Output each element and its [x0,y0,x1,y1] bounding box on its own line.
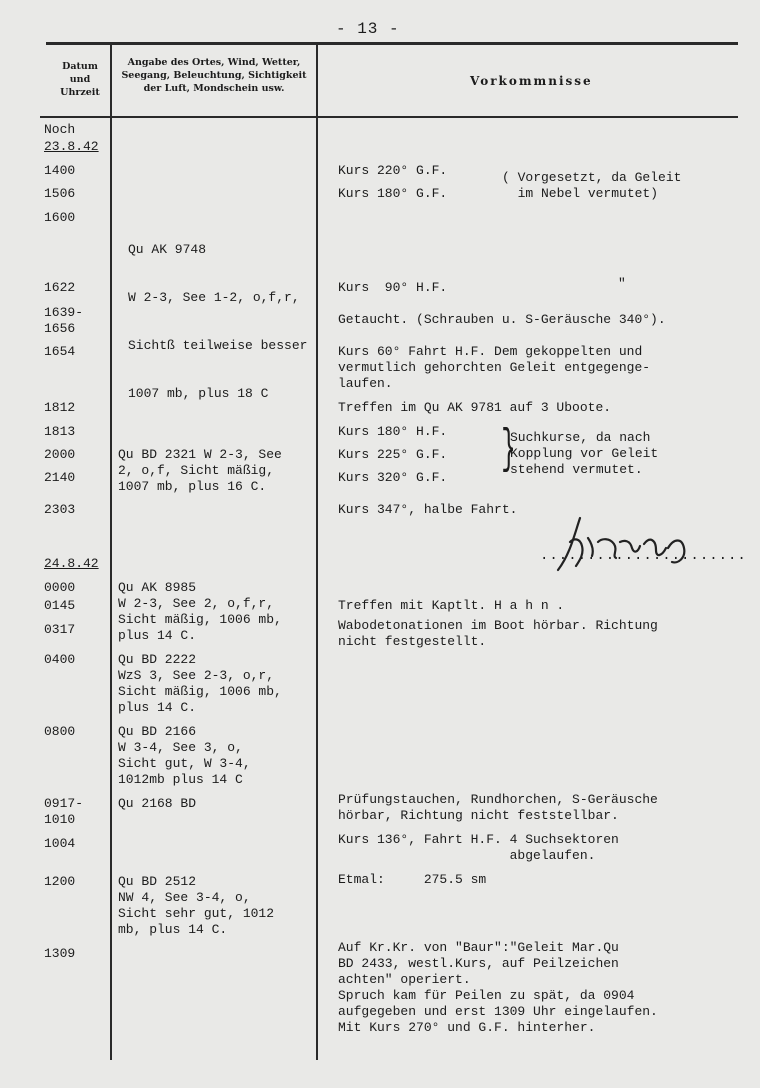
time-cell: 2000 [44,447,76,462]
curly-brace: } [501,423,516,477]
time-cell: 1506 [44,186,76,201]
place-cell: Qu BD 2222 WzS 3, See 2-3, o,r, Sicht mäßig, 1006 mb, plus 14 C. [118,652,282,715]
place-line: Sichtß teilweise besser [128,338,308,353]
header-date-line: und [69,74,91,85]
header-events-column: Vorkommnisse [470,74,593,88]
time-cell: 1200 [44,874,76,889]
place-cell [128,210,307,434]
signature-dotted-line: ...................... [540,548,747,564]
time-cell: 2303 [44,502,76,517]
event-cell: Kurs 136°, Fahrt H.F. 4 Suchsektoren abgelaufen. [338,832,619,863]
event-note: Suchkurse, da nach Kopplung vor Geleit stehend vermutet. [510,430,659,477]
place-cell: Qu BD 2321 W 2-3, See 2, o,f, Sicht mäßig, 1007 mb, plus 16 C. [118,447,282,494]
column-rule-1 [110,44,112,1060]
time-cell: 1654 [44,344,76,359]
place-cell: Qu 2168 BD [118,796,197,811]
header-place-line: Angabe des Ortes, Wind, Wetter, [127,57,301,68]
date-noch: Noch [44,122,76,137]
time-cell: 1309 [44,946,76,961]
place-cell: Qu BD 2166 W 3-4, See 3, o, Sicht gut, W 3-4, 1012mb plus 14 C [118,724,251,787]
time-cell: 0800 [44,724,76,739]
event-cell: Kurs 180° G.F. [338,186,448,201]
event-cell: Wabodetonationen im Boot hörbar. Richtung nicht festgestellt. [338,618,658,649]
time-cell: 1639- 1656 [44,305,84,336]
header-rule [40,116,738,118]
time-cell: 0917- 1010 [44,796,84,827]
ditto-mark: " [618,276,626,291]
event-cell: Kurs 347°, halbe Fahrt. [338,502,518,517]
time-cell: 1813 [44,424,76,439]
place-cell: Qu AK 8985 W 2-3, See 2, o,f,r, Sicht mäßig, 1006 mb, plus 14 C. [118,580,282,643]
event-cell: Kurs 225° G.F. [338,447,448,462]
header-date-line: Datum [62,61,98,72]
place-line: 1007 mb, plus 18 C [128,386,269,401]
time-cell: 0400 [44,652,76,667]
header-date-column [52,60,108,99]
time-cell: 1812 [44,400,76,415]
event-cell: Kurs 60° Fahrt H.F. Dem gekoppelten und vermutlich gehorchten Geleit entgegenge- laufen. [338,344,651,391]
page-number: - 13 - [336,20,400,38]
time-cell: 0317 [44,622,76,637]
place-line: W 2-3, See 1-2, o,f,r, [128,290,300,305]
event-cell: Etmal: 275.5 sm [338,872,487,887]
place-line: Qu AK 9748 [128,242,207,257]
top-rule [46,42,738,45]
event-cell: Kurs 90° H.F. [338,280,448,295]
header-place-line: der Luft, Mondschein usw. [143,83,285,94]
event-cell: Prüfungstauchen, Rundhorchen, S-Geräusche hörbar, Richtung nicht feststellbar. [338,792,658,823]
time-cell: 1622 [44,280,76,295]
time-cell: 1004 [44,836,76,851]
time-cell: 1600 [44,210,76,225]
header-place-column [112,56,316,95]
column-rule-2 [316,44,318,1060]
event-cell: Kurs 180° H.F. [338,424,448,439]
event-cell: Treffen im Qu AK 9781 auf 3 Uboote. [338,400,612,415]
event-note: ( Vorgesetzt, da Geleit im Nebel vermutet) [502,170,682,201]
time-cell: 0145 [44,598,76,613]
date-label: 23.8.42 [44,139,99,154]
header-place-line: Seegang, Beleuchtung, Sichtigkeit [121,70,307,81]
time-cell: 2140 [44,470,76,485]
event-cell: Kurs 320° G.F. [338,470,448,485]
header-date-line: Uhrzeit [60,87,100,98]
event-cell: Getaucht. (Schrauben u. S-Geräusche 340°). [338,312,666,327]
event-cell: Kurs 220° G.F. [338,163,448,178]
date-label: 24.8.42 [44,556,99,571]
place-cell: Qu BD 2512 NW 4, See 3-4, o, Sicht sehr gut, 1012 mb, plus 14 C. [118,874,275,937]
time-cell: 0000 [44,580,76,595]
event-cell: Treffen mit Kaptlt. H a h n . [338,598,565,613]
event-cell: Auf Kr.Kr. von "Baur":"Geleit Mar.Qu BD 2433, westl.Kurs, auf Peilzeichen achten" operiert. Spruch kam für Peilen zu spät, da 0904 aufgegeben und erst 1309 Uhr eingelaufen. Mit Kurs 270° und G.F. hinterher. [338,940,658,1035]
time-cell: 1400 [44,163,76,178]
